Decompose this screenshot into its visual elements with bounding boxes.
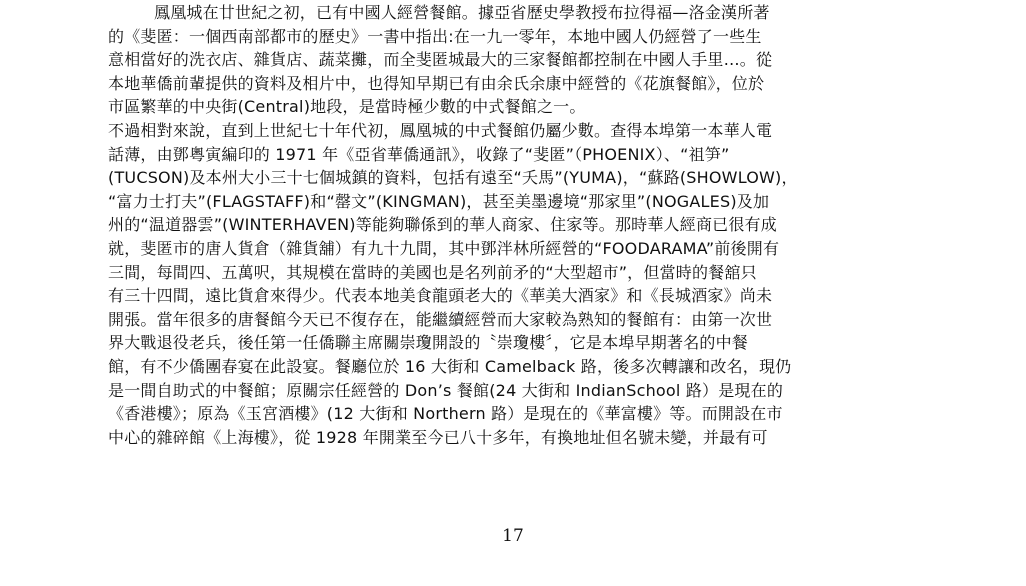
text-line: 就，斐匿市的唐人貨倉（雜貨舖）有九十九間，其中鄧泮林所經營的“FOODARAMA”前後開有: [108, 238, 780, 258]
text-line: (TUCSON)及本州大小三十七個城鎮的資料，包括有遠至“夭馬”(YUMA)，“蘇路(SHOWLOW)，: [108, 168, 798, 188]
text-line: 的《斐匿：一個西南部都市的歷史》一書中指出:在一九一零年，本地中國人仍經營了一些生: [108, 26, 762, 46]
text-line: 是一間自助式的中餐館；原關宗任經營的 Don’s 餐館(24 大街和 IndianSchool 路）是現在的: [108, 380, 784, 400]
text-line: 鳳凰城在廿世紀之初，已有中國人經營餐館。據亞省歷史學教授布拉得福—洛金漢所著: [154, 3, 770, 22]
text-line: 界大戰退役老兵，後任第一任僑聯主席關崇瓊開設的〝崇瓊樓〞，它是本埠早期著名的中餐: [108, 333, 749, 353]
text-line: 不過相對來說，直到上世紀七十年代初，鳳凰城的中式餐館仍屬少數。查得本埠第一本華人電: [108, 120, 773, 140]
text-line: 意相當好的洗衣店、雜貨店、蔬菜攤，而全斐匿城最大的三家餐館都控制在中國人手里…。從: [108, 50, 773, 70]
text-line: 開張。當年很多的唐餐館今天已不復存在，能繼續經營而大家較為熟知的餐館有：由第一次世: [108, 309, 773, 329]
text-line: 館，有不少僑團春宴在此設宴。餐廳位於 16 大街和 Camelback 路，後多次轉讓和改名，現仍: [108, 356, 792, 376]
text-line: 話薄，由鄧粵寅編印的 1971 年《亞省華僑通訊》，收錄了“斐匿”（PHOENIX）、“祖笋”: [108, 144, 730, 164]
text-line: 市區繁華的中央街(Central)地段，是當時極少數的中式餐館之一。: [108, 97, 586, 117]
text-line: 本地華僑前輩提供的資料及相片中，也得知早期已有由余氏余康中經營的《花旗餐館》，位於: [108, 73, 765, 93]
text-line: “富力士打夫”(FLAGSTAFF)和“罄文”(KINGMAN)，甚至美墨邊境“那家里”(NOGALES)及加: [108, 191, 770, 211]
text-line: 三間，每間四、五萬呎，其規模在當時的美國也是名列前矛的“大型超市”，但當時的餐舘只: [108, 262, 757, 282]
body-text: [108, 1, 948, 449]
page-number: 17: [502, 526, 524, 546]
text-line: 有三十四間，遠比貨倉來得少。代表本地美食龍頭老大的《華美大酒家》和《長城酒家》尚未: [108, 286, 773, 306]
text-line: 州的“温道器雲”(WINTERHAVEN)等能夠聯係到的華人商家、住家等。那時華人經商已很有成: [108, 215, 777, 235]
text-line: 中心的雜碎館《上海樓》，從 1928 年開業至今已八十多年，有換地址但名號未變，并最有可: [108, 427, 768, 447]
text-line: 《香港樓》；原為《玉宮酒樓》(12 大街和 Northern 路）是現在的《華富樓》等。而開設在市: [108, 404, 783, 424]
